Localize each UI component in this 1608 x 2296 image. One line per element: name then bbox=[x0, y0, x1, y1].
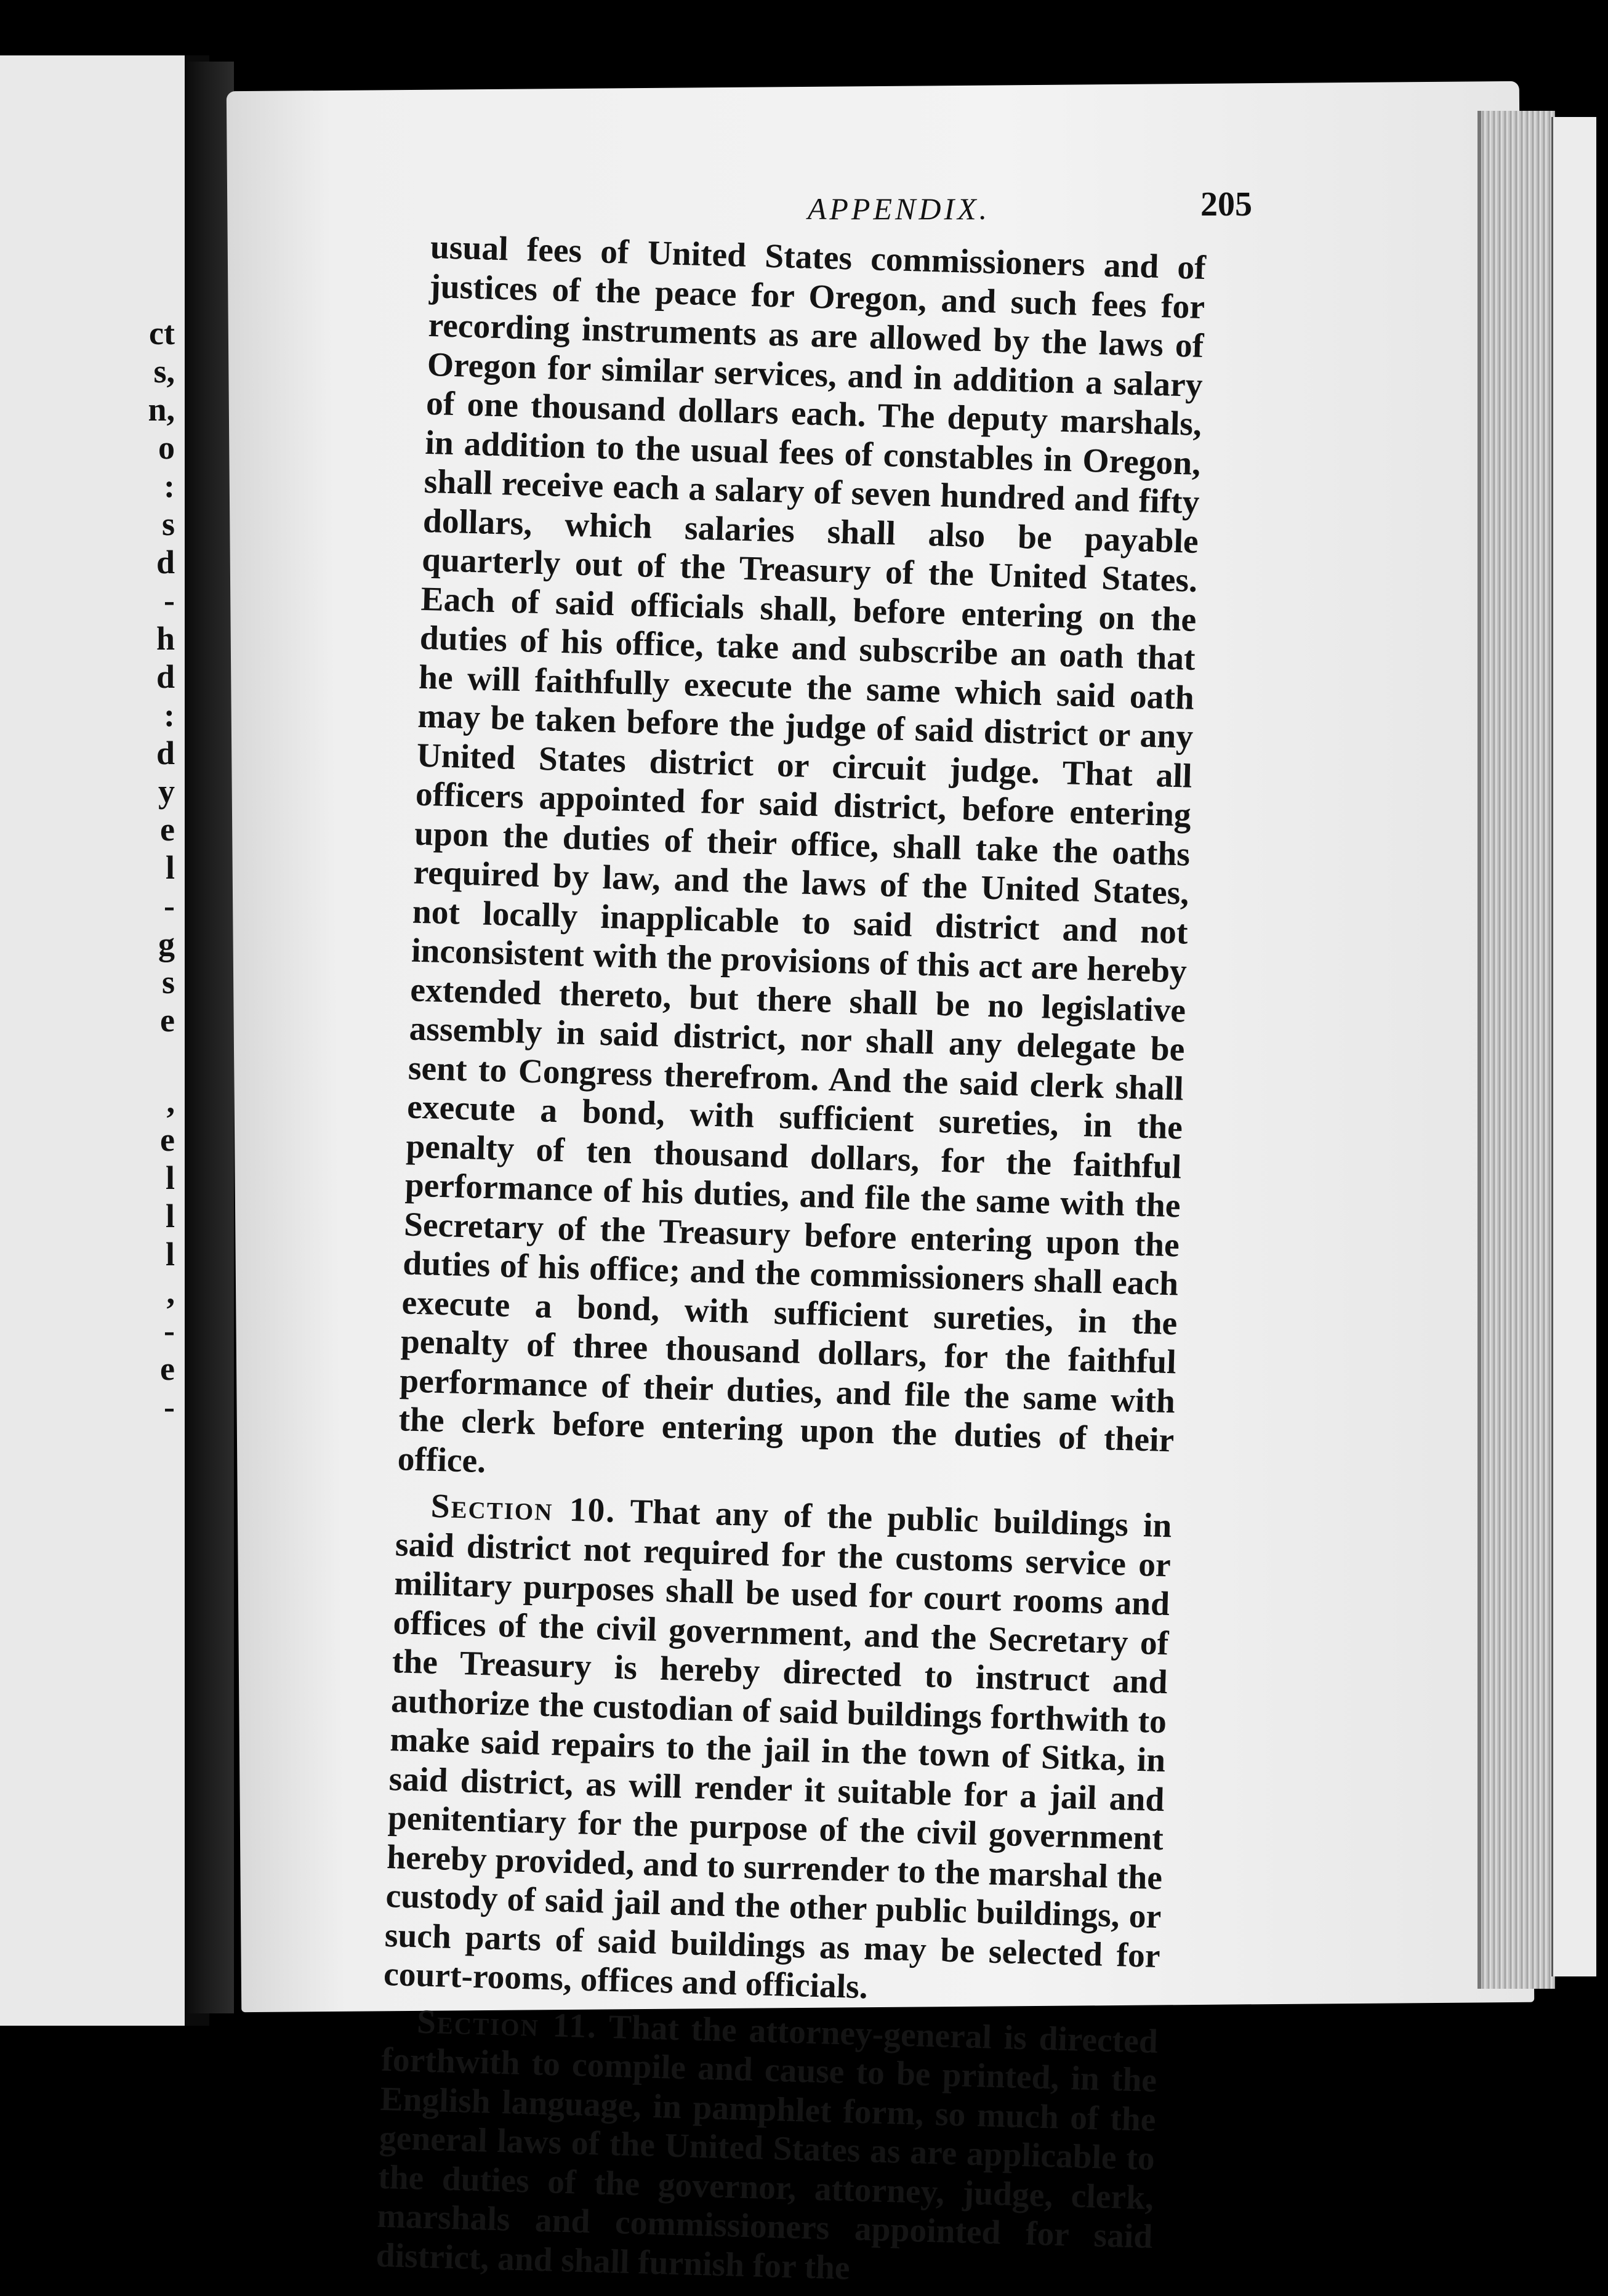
left-page-fragment: l bbox=[165, 1236, 175, 1273]
page-edge-stack bbox=[1477, 111, 1555, 1989]
left-page-line-endings bbox=[138, 314, 175, 1426]
left-page-fragment: ct bbox=[149, 315, 175, 352]
continuation-paragraph: usual fees of United States commissioners and of justices of the peace for Oregon, and such fees for recording instruments as are allowed by the laws of Oregon for similar services, and in addition a salary of one thousand dollars each. The deputy marshals, in addition to the usual fees of constables in Oregon, shall receive each a salary of seven hundred and fifty dollars, which salaries shall also be payable quarterly out of the Treasury of the United States. Each of said officials shall, before entering on the duties of his office, take and subscribe an oath that he will faithfully execute the same which said oath may be taken before the judge of said district or any United States district or circuit judge. That all officers appointed for said district, before entering upon the duties of their office, shall take the oaths required by law, and the laws of the United States, not locally inapplicable to said district and not inconsistent with the provisions of this act are hereby extended thereto, but there shall be no legislative assembly in said district, nor shall any delegate be sent to Congress therefrom. And the said clerk shall execute a bond, with sufficient sureties, in the penalty of ten thousand dollars, for the faithful performance of his duties, and file the same with the Secretary of the Treasury before entering upon the duties of his office; and the commissioners shall each execute a bond, with sufficient sureties, in the penalty of three thousand dollars, for the faithful performance of their duties, and file the same with the clerk before entering upon the duties of their office. bbox=[397, 228, 1207, 1480]
section-11-paragraph bbox=[376, 2001, 1159, 2295]
page-number: 205 bbox=[1200, 185, 1252, 224]
section-11-label: Section 11. bbox=[416, 2002, 598, 2045]
running-head: APPENDIX. bbox=[807, 191, 991, 226]
left-page-fragment: y bbox=[158, 773, 175, 810]
section-10-label: Section 10. bbox=[430, 1487, 617, 1530]
left-page-fragment: , bbox=[166, 1083, 175, 1120]
left-page-fragment: d bbox=[156, 544, 175, 581]
left-page-fragment: - bbox=[164, 1388, 175, 1425]
left-page-fragment: e bbox=[160, 1121, 175, 1158]
left-page-fragment: s, bbox=[153, 353, 175, 390]
section-11-text: That the attorney-general is directed forthwith to compile and cause to be printed, in the English language, in pamphlet form, so much of the general laws of the United States as are applicable to the duties of the governor, attorney, judge, clerk, marshals and commissioners appointed for said district, and shall furnish for the bbox=[376, 2008, 1159, 2287]
left-page-fragment: : bbox=[164, 696, 175, 733]
left-page-fragment: s bbox=[161, 506, 175, 542]
left-page-fragment: h bbox=[156, 620, 175, 657]
page-body-text bbox=[376, 228, 1207, 2296]
left-page-fragment: l bbox=[165, 1198, 175, 1235]
page-edge-strip bbox=[1551, 117, 1596, 1976]
left-page-fragment: e bbox=[160, 1350, 175, 1387]
left-page-fragment: l bbox=[165, 1159, 175, 1196]
left-page-fragment: - bbox=[164, 1312, 175, 1349]
left-page-fragment: n, bbox=[148, 391, 175, 428]
left-facing-page bbox=[0, 55, 209, 2026]
book-gutter bbox=[185, 62, 234, 2013]
left-page-fragment: l bbox=[165, 849, 175, 886]
left-page-fragment: d bbox=[156, 658, 175, 695]
left-page-fragment: e bbox=[160, 811, 175, 848]
left-page-fragment: - bbox=[164, 887, 175, 924]
left-page-fragment: , bbox=[166, 1274, 175, 1311]
section-10-paragraph bbox=[383, 1486, 1172, 2015]
left-page-fragment: : bbox=[164, 467, 175, 504]
left-page-fragment: s bbox=[161, 964, 175, 1001]
left-page-fragment: d bbox=[156, 735, 175, 771]
left-page-fragment: g bbox=[158, 925, 175, 962]
left-page-fragment: o bbox=[158, 429, 175, 466]
section-10-text: That any of the public buildings in said district not required for the customs service or military purposes shall be used for court rooms and offices of the civil government, and the Secretary of the Treasury is hereby directed to instruct and authorize the custodian of said buildings forthwith to make said repairs to the jail in the town of Sitka, in said district, as will render it suitable for a jail and penitentiary for the purpose of the civil government hereby provided, and to surrender to the marshal the custody of said jail and the other public buildings, or such parts of said buildings as may be selected for court-rooms, offices and officials. bbox=[383, 1492, 1173, 2007]
left-page-fragment: e bbox=[160, 1002, 175, 1039]
left-page-fragment: - bbox=[164, 582, 175, 619]
